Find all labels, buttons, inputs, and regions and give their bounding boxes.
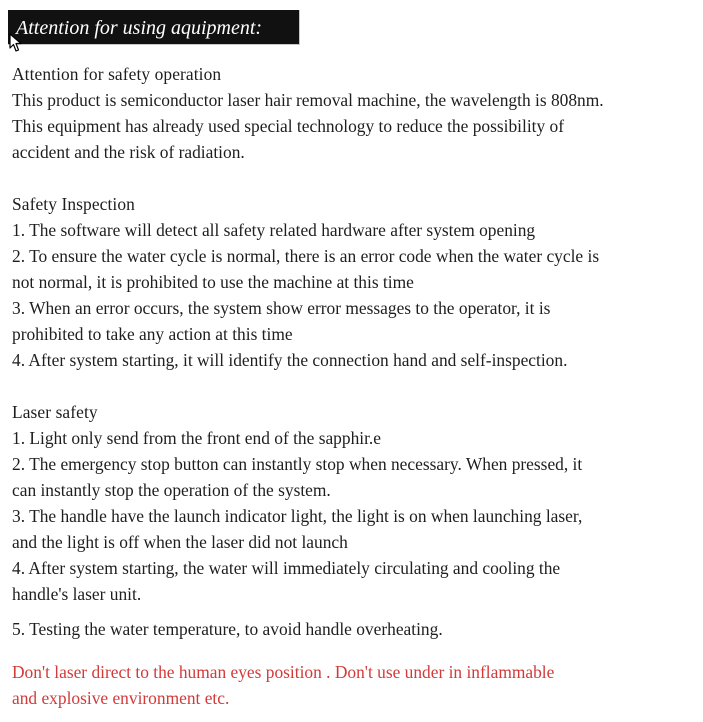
list-item: 4. After system starting, the water will immediately circulating and cooling the: [12, 558, 561, 578]
paragraph-line: This equipment has already used special technology to reduce the possibility of: [12, 116, 565, 136]
mouse-pointer-icon: [9, 33, 23, 53]
list-item: not normal, it is prohibited to use the machine at this time: [12, 272, 414, 292]
section-laser-safety: [12, 399, 700, 642]
list-item: 3. When an error occurs, the system show error messages to the operator, it is: [12, 298, 551, 318]
warning-line: and explosive environment etc.: [12, 688, 230, 708]
list-item: 1. Light only send from the front end of the sapphir.e: [12, 428, 381, 448]
section-heading: Laser safety: [12, 402, 98, 422]
section-heading: Attention for safety operation: [12, 64, 222, 84]
section-spacer: [12, 165, 700, 191]
list-item: 4. After system starting, it will identify the connection hand and self-inspection.: [12, 350, 568, 370]
list-item: 1. The software will detect all safety related hardware after system opening: [12, 220, 536, 240]
paragraph-line: accident and the risk of radiation.: [12, 142, 245, 162]
section-spacer: [12, 642, 700, 659]
banner-title: Attention for using aquipment:: [16, 17, 263, 39]
list-item: prohibited to take any action at this time: [12, 324, 293, 344]
section-spacer: [12, 373, 700, 399]
list-item: can instantly stop the operation of the system.: [12, 480, 331, 500]
warning-line: Don't laser direct to the human eyes position . Don't use under in inflammable: [12, 662, 555, 682]
title-banner: [8, 10, 300, 45]
section-safety-operation: [12, 61, 700, 165]
list-item: 2. The emergency stop button can instantly stop when necessary. When pressed, it: [12, 454, 583, 474]
section-safety-inspection: [12, 191, 700, 373]
warning-notice: [12, 659, 700, 711]
section-heading: Safety Inspection: [12, 194, 135, 214]
list-item: 5. Testing the water temperature, to avoid handle overheating.: [12, 619, 443, 639]
list-item: 3. The handle have the launch indicator light, the light is on when launching laser,: [12, 506, 583, 526]
list-item: and the light is off when the laser did not launch: [12, 532, 348, 552]
item-spacer: [12, 607, 700, 616]
document-body: [12, 61, 700, 711]
paragraph-line: This product is semiconductor laser hair removal machine, the wavelength is 808nm.: [12, 90, 604, 110]
list-item: 2. To ensure the water cycle is normal, there is an error code when the water cycle is: [12, 246, 600, 266]
list-item: handle's laser unit.: [12, 584, 142, 604]
